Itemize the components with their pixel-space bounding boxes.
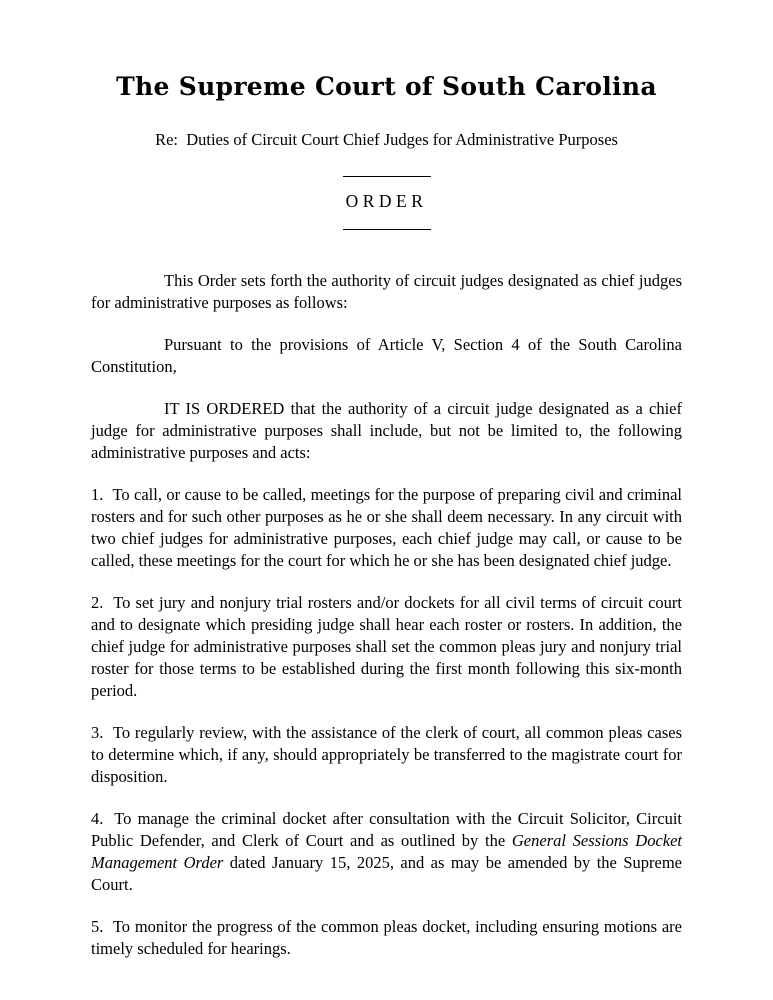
list-item-number: 4. bbox=[91, 809, 104, 828]
court-title: The Supreme Court of South Carolina bbox=[116, 72, 657, 101]
list-item-text: To regularly review, with the assistance of the clerk of court, all common pleas cases to determine which, if any, should appropriately be transferred to the magistrate court for disposition. bbox=[91, 723, 682, 786]
intro-paragraph: This Order sets forth the authority of circuit judges designated as chief judges for administrative purposes as follows: bbox=[91, 271, 682, 312]
list-item-number: 5. bbox=[91, 917, 104, 936]
list-item-number: 2. bbox=[91, 593, 104, 612]
list-item-3 bbox=[91, 722, 682, 788]
re-line: Re: Duties of Circuit Court Chief Judges for Administrative Purposes bbox=[155, 130, 618, 149]
list-item-4 bbox=[91, 808, 682, 896]
docket-order-title: General Sessions Docket Management Order bbox=[91, 831, 682, 872]
list-item-number: 1. bbox=[91, 485, 104, 504]
list-item-text: To call, or cause to be called, meetings for the purpose of preparing civil and criminal rosters and for such other purposes as he or she shall deem necessary. In any circuit with two chief judges for administrative purposes, each chief judge may call, or cause to be called, these meetings for the court for which he or she has been designated chief judge. bbox=[91, 485, 682, 570]
list-item-2 bbox=[91, 592, 682, 702]
pursuant-paragraph: Pursuant to the provisions of Article V, Section 4 of the South Carolina Constitution, bbox=[91, 335, 682, 376]
heading-rule-top bbox=[343, 176, 431, 177]
list-item-5 bbox=[91, 916, 682, 960]
heading-rule-bottom bbox=[343, 229, 431, 230]
list-item-text-after: dated January 15, 2025, and as may be amended by the Supreme Court. bbox=[91, 853, 682, 894]
list-item-number: 3. bbox=[91, 723, 104, 742]
list-item-text: To set jury and nonjury trial rosters and/or dockets for all civil terms of circuit court and to designate which presiding judge shall hear each roster or rosters. In addition, the chief judge for administrative purposes shall set the common pleas jury and nonjury trial roster for those terms to be established during the first month following this six-month period. bbox=[91, 593, 683, 700]
ordered-paragraph: IT IS ORDERED that the authority of a circuit judge designated as a chief judge for administrative purposes shall include, but not be limited to, the following administrative purposes and acts: bbox=[91, 399, 682, 462]
order-body bbox=[91, 270, 682, 980]
list-item-text: To monitor the progress of the common pleas docket, including ensuring motions are timely scheduled for hearings. bbox=[91, 917, 682, 958]
order-heading: ORDER bbox=[345, 191, 428, 211]
list-item-text-before: To manage the criminal docket after consultation with the Circuit Solicitor, Circuit Public Defender, and Clerk of Court and as outlined by the bbox=[91, 809, 682, 850]
list-item-1 bbox=[91, 484, 682, 572]
